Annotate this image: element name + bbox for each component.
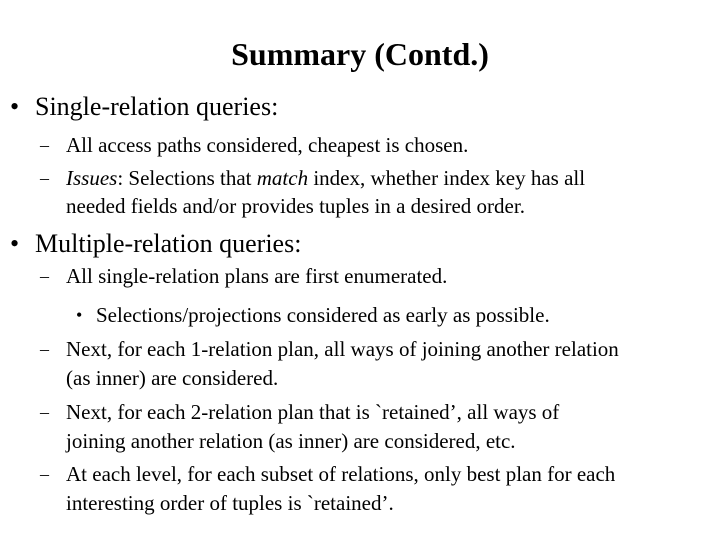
dash-icon: – (40, 339, 49, 359)
dash-icon: – (40, 464, 49, 484)
item-text (66, 166, 708, 191)
dash-icon: – (40, 402, 49, 422)
bullet-icon: • (76, 305, 83, 325)
slide-title: Summary (Contd.) (231, 36, 489, 72)
item-text-part: index, whether index key has all (308, 166, 586, 190)
dash-icon: – (40, 168, 49, 188)
item-text: interesting order of tuples is `retained’. (66, 491, 394, 515)
item-text: All single-relation plans are first enumerated. (66, 264, 448, 288)
dash-icon: – (40, 266, 49, 286)
item-text-part: : Selections that (117, 166, 257, 190)
item-text: needed fields and/or provides tuples in a desired order. (66, 194, 525, 218)
item-text: Next, for each 1-relation plan, all ways of joining another relation (66, 337, 619, 361)
item-text: joining another relation (as inner) are considered, etc. (66, 429, 516, 453)
item-italic-term: match (256, 166, 309, 190)
item-text: All access paths considered, cheapest is chosen. (66, 133, 469, 157)
section-heading: Multiple-relation queries: (35, 229, 302, 258)
sub-item-text: Selections/projections considered as early as possible. (96, 303, 550, 327)
item-italic-term: Issues (66, 166, 118, 190)
item-text: (as inner) are considered. (66, 366, 279, 390)
bullet-icon: • (10, 92, 20, 121)
section-heading: Single-relation queries: (35, 92, 279, 121)
bullet-icon: • (10, 229, 20, 258)
item-text: At each level, for each subset of relations, only best plan for each (66, 462, 616, 486)
dash-icon: – (40, 135, 49, 155)
item-text: Next, for each 2-relation plan that is `retained’, all ways of (66, 400, 560, 424)
